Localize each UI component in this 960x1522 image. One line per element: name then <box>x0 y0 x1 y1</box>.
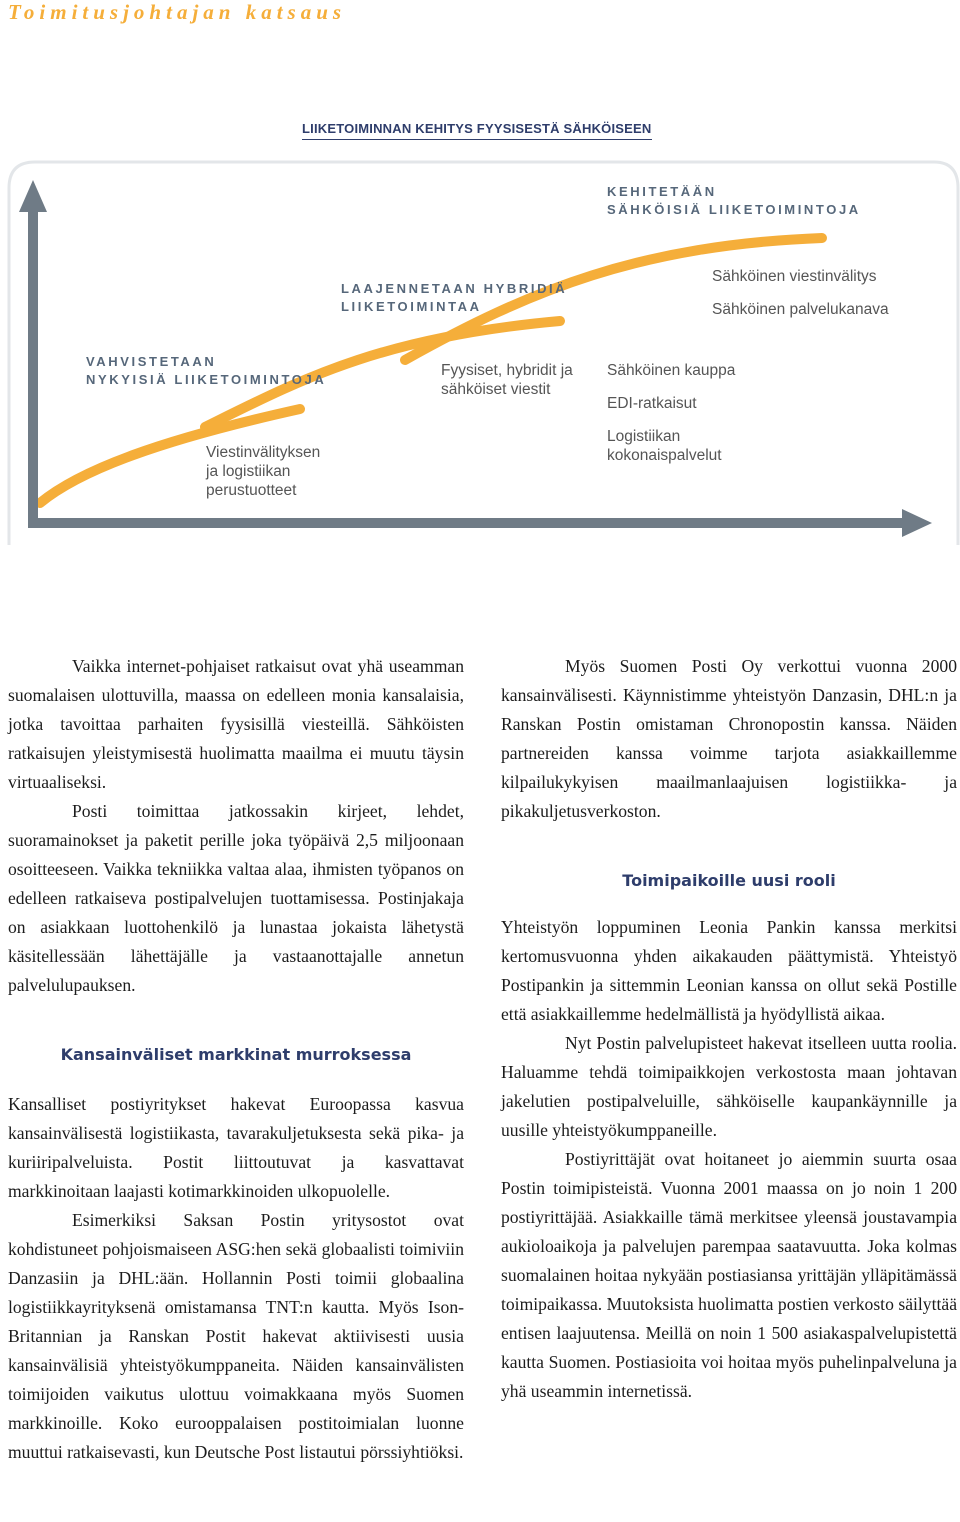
stage-item <box>712 267 877 286</box>
stage-label-line: LAAJENNETAAN HYBRIDIÄ <box>341 281 568 296</box>
stage-item <box>607 394 697 413</box>
item-line: sähköiset viestit <box>441 381 551 398</box>
diagram-title: LIIKETOIMINNAN KEHITYS FYYSISESTÄ SÄHKÖISEEN <box>302 121 652 140</box>
item-line: Sähköinen kauppa <box>607 362 736 379</box>
section-heading: Kansainväliset markkinat murroksessa <box>60 1045 412 1064</box>
body-paragraph: Nyt Postin palvelupisteet hakevat itselleen uutta roolia. Haluamme tehdä toimipaikkojen verkostosta maan johtavan jakelutien postipalveluille, sähköiselle kaupankäynnille ja uusille yhteistyökumppaneille. <box>501 1033 957 1140</box>
item-line: Sähköinen palvelukanava <box>712 301 889 318</box>
item-line: perustuotteet <box>206 482 297 499</box>
stage-label-2 <box>341 280 567 316</box>
stage-label-line: SÄHKÖISIÄ LIIKETOIMINTOJA <box>607 202 861 217</box>
body-paragraph: Vaikka internet-pohjaiset ratkaisut ovat yhä useamman suomalaisen ulottuvilla, maassa on edelleen monia kansalaisia, jotka tavoittaa parhaiten fyysisillä viesteillä. Sähköisten ratkaisujen yleistymisestä huolimatta maailma ei muutu täysin virtuaaliseksi. <box>8 656 464 792</box>
item-line: Viestinvälityksen <box>206 444 321 461</box>
stage-item <box>607 427 722 465</box>
left-column <box>8 652 464 1467</box>
x-axis-arrowhead <box>902 509 932 537</box>
stage-item <box>607 361 735 380</box>
stage-label-3 <box>607 183 861 219</box>
item-line: EDI-ratkaisut <box>607 395 697 412</box>
stage-label-1 <box>86 353 326 389</box>
stage-item <box>712 300 889 319</box>
stage-item <box>206 443 320 500</box>
body-paragraph: Esimerkiksi Saksan Postin yritysostot ovat kohdistuneet pohjoismaiseen ASG:hen sekä globaalisti toimiviin Danzasiin ja DHL:ään. Hollannin Posti toimii globaalina logistiikkayrityksenä omistamansa TNT:n kautta. Myös Ison-Britannian ja Ranskan Postit hakevat aktiivisesti uusia kansainvälisiä yhteistyökumppaneita. Näiden kansainvälisten toimijoiden vaikutus ulottuu voimakkaana myös Suomen markkinoille. Koko eurooppalaisen postitoimialan luonne muuttui ratkaisevasti, kun Deutsche Post listautui pörssiyhtiöksi. <box>8 1210 464 1462</box>
section-heading: Toimipaikoille uusi rooli <box>622 871 836 890</box>
body-paragraph: Yhteistyön loppuminen Leonia Pankin kanssa merkitsi kertomusvuonna yhden aikakauden päättymistä. Yhteistyö Postipankin ja sittemmin Leonian kanssa on ollut sekä Postille että asiakkaillemme hedelmällistä ja hyödyllistä aikaa. <box>501 917 957 1024</box>
item-line: Fyysiset, hybridit ja <box>441 362 573 379</box>
page-heading: Toimitusjohtajan katsaus <box>8 0 347 24</box>
body-paragraph: Posti toimittaa jatkossakin kirjeet, lehdet, suoramainokset ja paketit perille joka työpäivä 2,5 miljoonaan osoitteeseen. Vaikka tekniikka valtaa alaa, ihmisten työpanos on edelleen ratkaiseva postipalvelujen tuottamisessa. Postinjakaja on asiakkaan luottohenkilö ja lunastaa jokaista lähetystä käsitellessään lähettäjälle ja vastaanottajalle annetun palvelulupauksen. <box>8 801 464 995</box>
y-axis-arrowhead <box>19 180 47 212</box>
body-paragraph: Myös Suomen Posti Oy verkottui vuonna 2000 kansainvälisesti. Käynnistimme yhteistyön Danzasin, DHL:n ja Ranskan Postin omistaman Chronopostin kanssa. Näiden partnereiden kanssa voimme tarjota asiakkaillemme kilpailukykyisen maailmanlaajuisen logistiikka- ja pikakuljetusverkoston. <box>501 656 957 821</box>
stage-item <box>441 361 573 399</box>
stage-label-line: VAHVISTETAAN <box>86 354 217 369</box>
body-paragraph: Postiyrittäjät ovat hoitaneet jo aiemmin suurta osaa Postin toimipisteistä. Vuonna 2001 maassa on jo noin 1 200 postiyrittäjää. Asiakkaille tämä merkitsee yleensä joustavampia aukioloaikoja ja palvelujen parempaa saatavuutta. Joka kolmas suomalainen hoitaa nykyään postiasiansa yrittäjän ylläpitämässä toimipaikassa. Muutoksista huolimatta postien verkosto säilyttää entisen laajuutensa. Meillä on noin 1 500 asiakaspalvelupistettä kautta Suomen. Postiasioita voi hoitaa myös puhelinpalveluna ja yhä useammin internetissä. <box>501 1149 957 1401</box>
stage-label-line: NYKYISIÄ LIIKETOIMINTOJA <box>86 372 327 387</box>
body-paragraph: Kansalliset postiyritykset hakevat Euroopassa kasvua kansainvälisestä logistiikasta, tavarakuljetuksesta sekä pika- ja kuriiripalveluista. Postit liittoutuvat ja kasvattavat markkinoitaan laajasti kotimarkkinoiden ulkopuolelle. <box>8 1094 464 1201</box>
right-column <box>501 652 957 1406</box>
stage-label-line: LIIKETOIMINTAA <box>341 299 482 314</box>
item-line: ja logistiikan <box>206 463 291 480</box>
item-line: kokonaispalvelut <box>607 447 722 464</box>
item-line: Logistiikan <box>607 428 681 445</box>
stage-label-line: KEHITETÄÄN <box>607 184 717 199</box>
item-line: Sähköinen viestinvälitys <box>712 268 877 285</box>
